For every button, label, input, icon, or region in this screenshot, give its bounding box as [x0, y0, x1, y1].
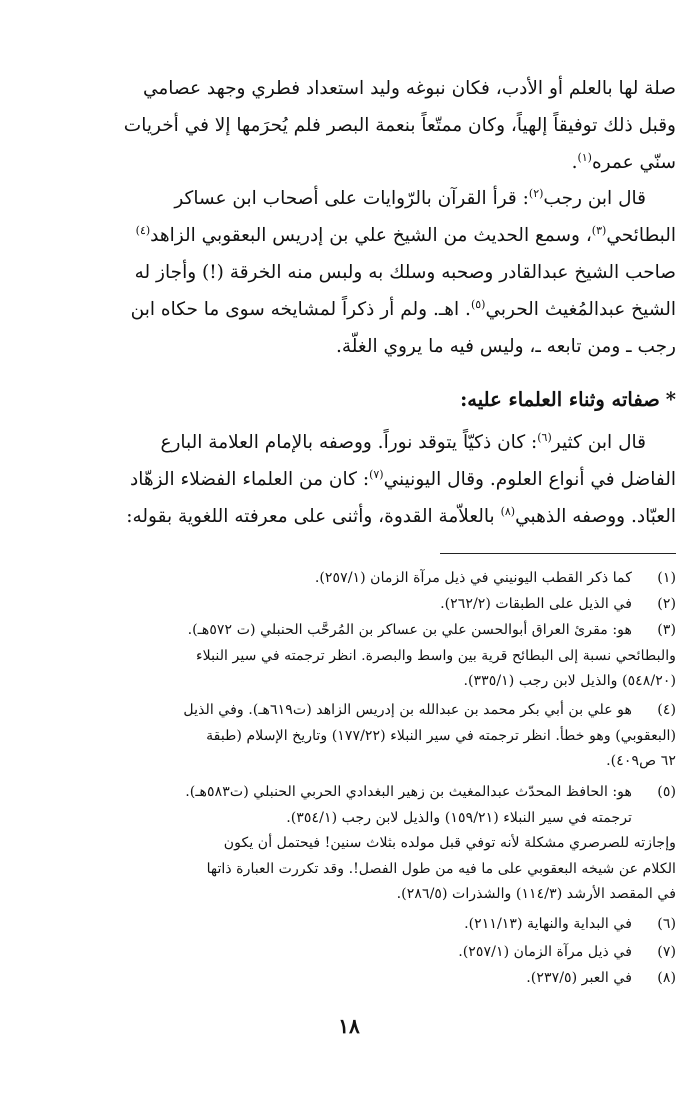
- footnote-text: ٦٢ ص٤٠٩).: [606, 753, 676, 769]
- footnote-ref: (٥): [470, 297, 486, 311]
- text-line: البطائحي$^{(٣)}$، وسمع الحديث من الشيخ علي بن إدريس البعقوبي الزاهد$^{(٤)}$: [135, 223, 676, 246]
- footnote-text: هو علي بن أبي بكر محمد بن عبدالله بن إدريس الزاهد (ت٦١٩هـ). وفي الذيل: [183, 702, 632, 718]
- footnote-text: والبطائحي نسبة إلى البطائح قرية بين واسط والبصرة. انظر ترجمته في سير النبلاء: [196, 647, 676, 664]
- footnote-text: (٥٤٨/٢٠) والذيل لابن رجب (٣٣٥/١).: [463, 673, 676, 689]
- footnote: [16, 592, 676, 618]
- text-line: قال ابن رجب$^{(٢)}$: قرأ القرآن بالرّوايات على أصحاب ابن عساكر: [174, 186, 646, 209]
- footnote-text: كما ذكر القطب اليونيني في ذيل مرآة الزمان (٢٥٧/١).: [314, 570, 632, 586]
- footnote-text: وإجازته للصرصري مشكلة لأنه توفي قبل مولده بثلاث سنين! فيحتمل أن يكون: [223, 835, 676, 851]
- footnote: [16, 940, 676, 966]
- text-line: سنّي عمره$^{(١)}$.: [571, 150, 676, 173]
- footnote-ref: (٦): [537, 430, 552, 444]
- footnote-text: ترجمته في سير النبلاء (١٥٩/٢١) والذيل لابن رجب (٣٥٤/١).: [286, 809, 632, 826]
- footnote-ref: (٢): [528, 186, 544, 200]
- footnote: [16, 912, 676, 938]
- text-line: العبّاد. ووصفه الذهبي$^{(٨)}$ بالعلاّمة القدوة، وأثنى على معرفته اللغوية بقوله:: [126, 504, 676, 527]
- paragraph-praise: [22, 424, 676, 535]
- footnote-text: في العبر (٢٣٧/٥).: [526, 970, 632, 986]
- text-line: الشيخ عبدالمُغيث الحربي$^{(٥)}$. اهـ. ولم أر ذكراً لمشايخه سوى ما حكاه ابن: [130, 297, 676, 320]
- footnote: [16, 780, 676, 908]
- text-line: قال ابن كثير$^{(٦)}$: كان ذكيّاً يتوقد نوراً. ووصفه بالإمام العلامة البارع: [160, 430, 646, 453]
- footnote: [16, 566, 676, 592]
- footnote-text: هو: الحافظ المحدّث عبدالمغيث بن زهير البغدادي الحربي الحنبلي (ت٥٨٣هـ).: [185, 784, 632, 800]
- footnote-ref: (٨): [500, 504, 516, 518]
- heading-star-icon: *: [665, 388, 676, 411]
- heading-text: صفاته وثناء العلماء عليه:: [460, 388, 660, 411]
- footnote-text: في المقصد الأرشد (١١٤/٣) والشذرات (٢٨٦/٥).: [396, 886, 676, 902]
- text-line: وقبل ذلك توفيقاً إلهياً، وكان ممتّعاً بنعمة البصر فلم يُحرَمها إلا في أخريات: [123, 115, 676, 136]
- footnote-number: (٤): [657, 702, 676, 718]
- footnote-text: هو: مقرئ العراق أبوالحسن علي بن عساكر بن المُرحَّب الحنبلي (ت ٥٧٢هـ).: [187, 622, 632, 638]
- footnote-number: (٢): [657, 596, 676, 612]
- paragraph-ibn-rajab: [22, 180, 676, 365]
- footnote-number: (٣): [657, 622, 676, 638]
- page-number: ١٨: [338, 1014, 360, 1038]
- footnote-separator: [440, 553, 676, 554]
- footnote-number: (١): [657, 570, 676, 586]
- footnote-ref: (٣): [591, 223, 607, 237]
- section-heading: [22, 384, 676, 416]
- footnote-text: الكلام عن شيخه البعقوبي على ما فيه من طول الفصل!. وقد تكررت العبارة ذاتها: [206, 860, 676, 877]
- footnote-text: في الذيل على الطبقات (٢٦٢/٢).: [440, 596, 632, 612]
- footnote-ref: (٧): [369, 467, 384, 481]
- footnote-ref: (١): [577, 150, 592, 164]
- footnote: [16, 618, 676, 695]
- footnote-text: في ذيل مرآة الزمان (٢٥٧/١).: [458, 944, 632, 960]
- footnote-text: (البعقوبي) وهو خطأ. انظر ترجمته في سير النبلاء (١٧٧/٢٢) وتاريخ الإسلام (طبقة: [206, 727, 676, 744]
- footnote-number: (٥): [657, 784, 676, 800]
- footnote-ref: (٤): [135, 223, 151, 237]
- footnote: [16, 698, 676, 775]
- footnote-text: في البداية والنهاية (٢١١/١٣).: [464, 916, 632, 932]
- footnote-number: (٧): [657, 944, 676, 960]
- footnote-number: (٦): [657, 916, 676, 932]
- footnote-number: (٨): [657, 970, 676, 986]
- text-line: صاحب الشيخ عبدالقادر وصحبه وسلك به ولبس منه الخرقة (!) وأجاز له: [134, 262, 676, 283]
- text-line: الفاضل في أنواع العلوم. وقال اليونيني$^{(٧)}$: كان من العلماء الفضلاء الزهّاد: [130, 467, 676, 490]
- text-line: صلة لها بالعلم أو الأدب، فكان نبوغه وليد استعداد فطري وجهد عصامي: [142, 78, 676, 99]
- footnote: [16, 966, 676, 992]
- paragraph-continuation: [22, 70, 676, 181]
- text-line: رجب ـ ومن تابعه ـ، وليس فيه ما يروي الغلّة.: [335, 336, 676, 357]
